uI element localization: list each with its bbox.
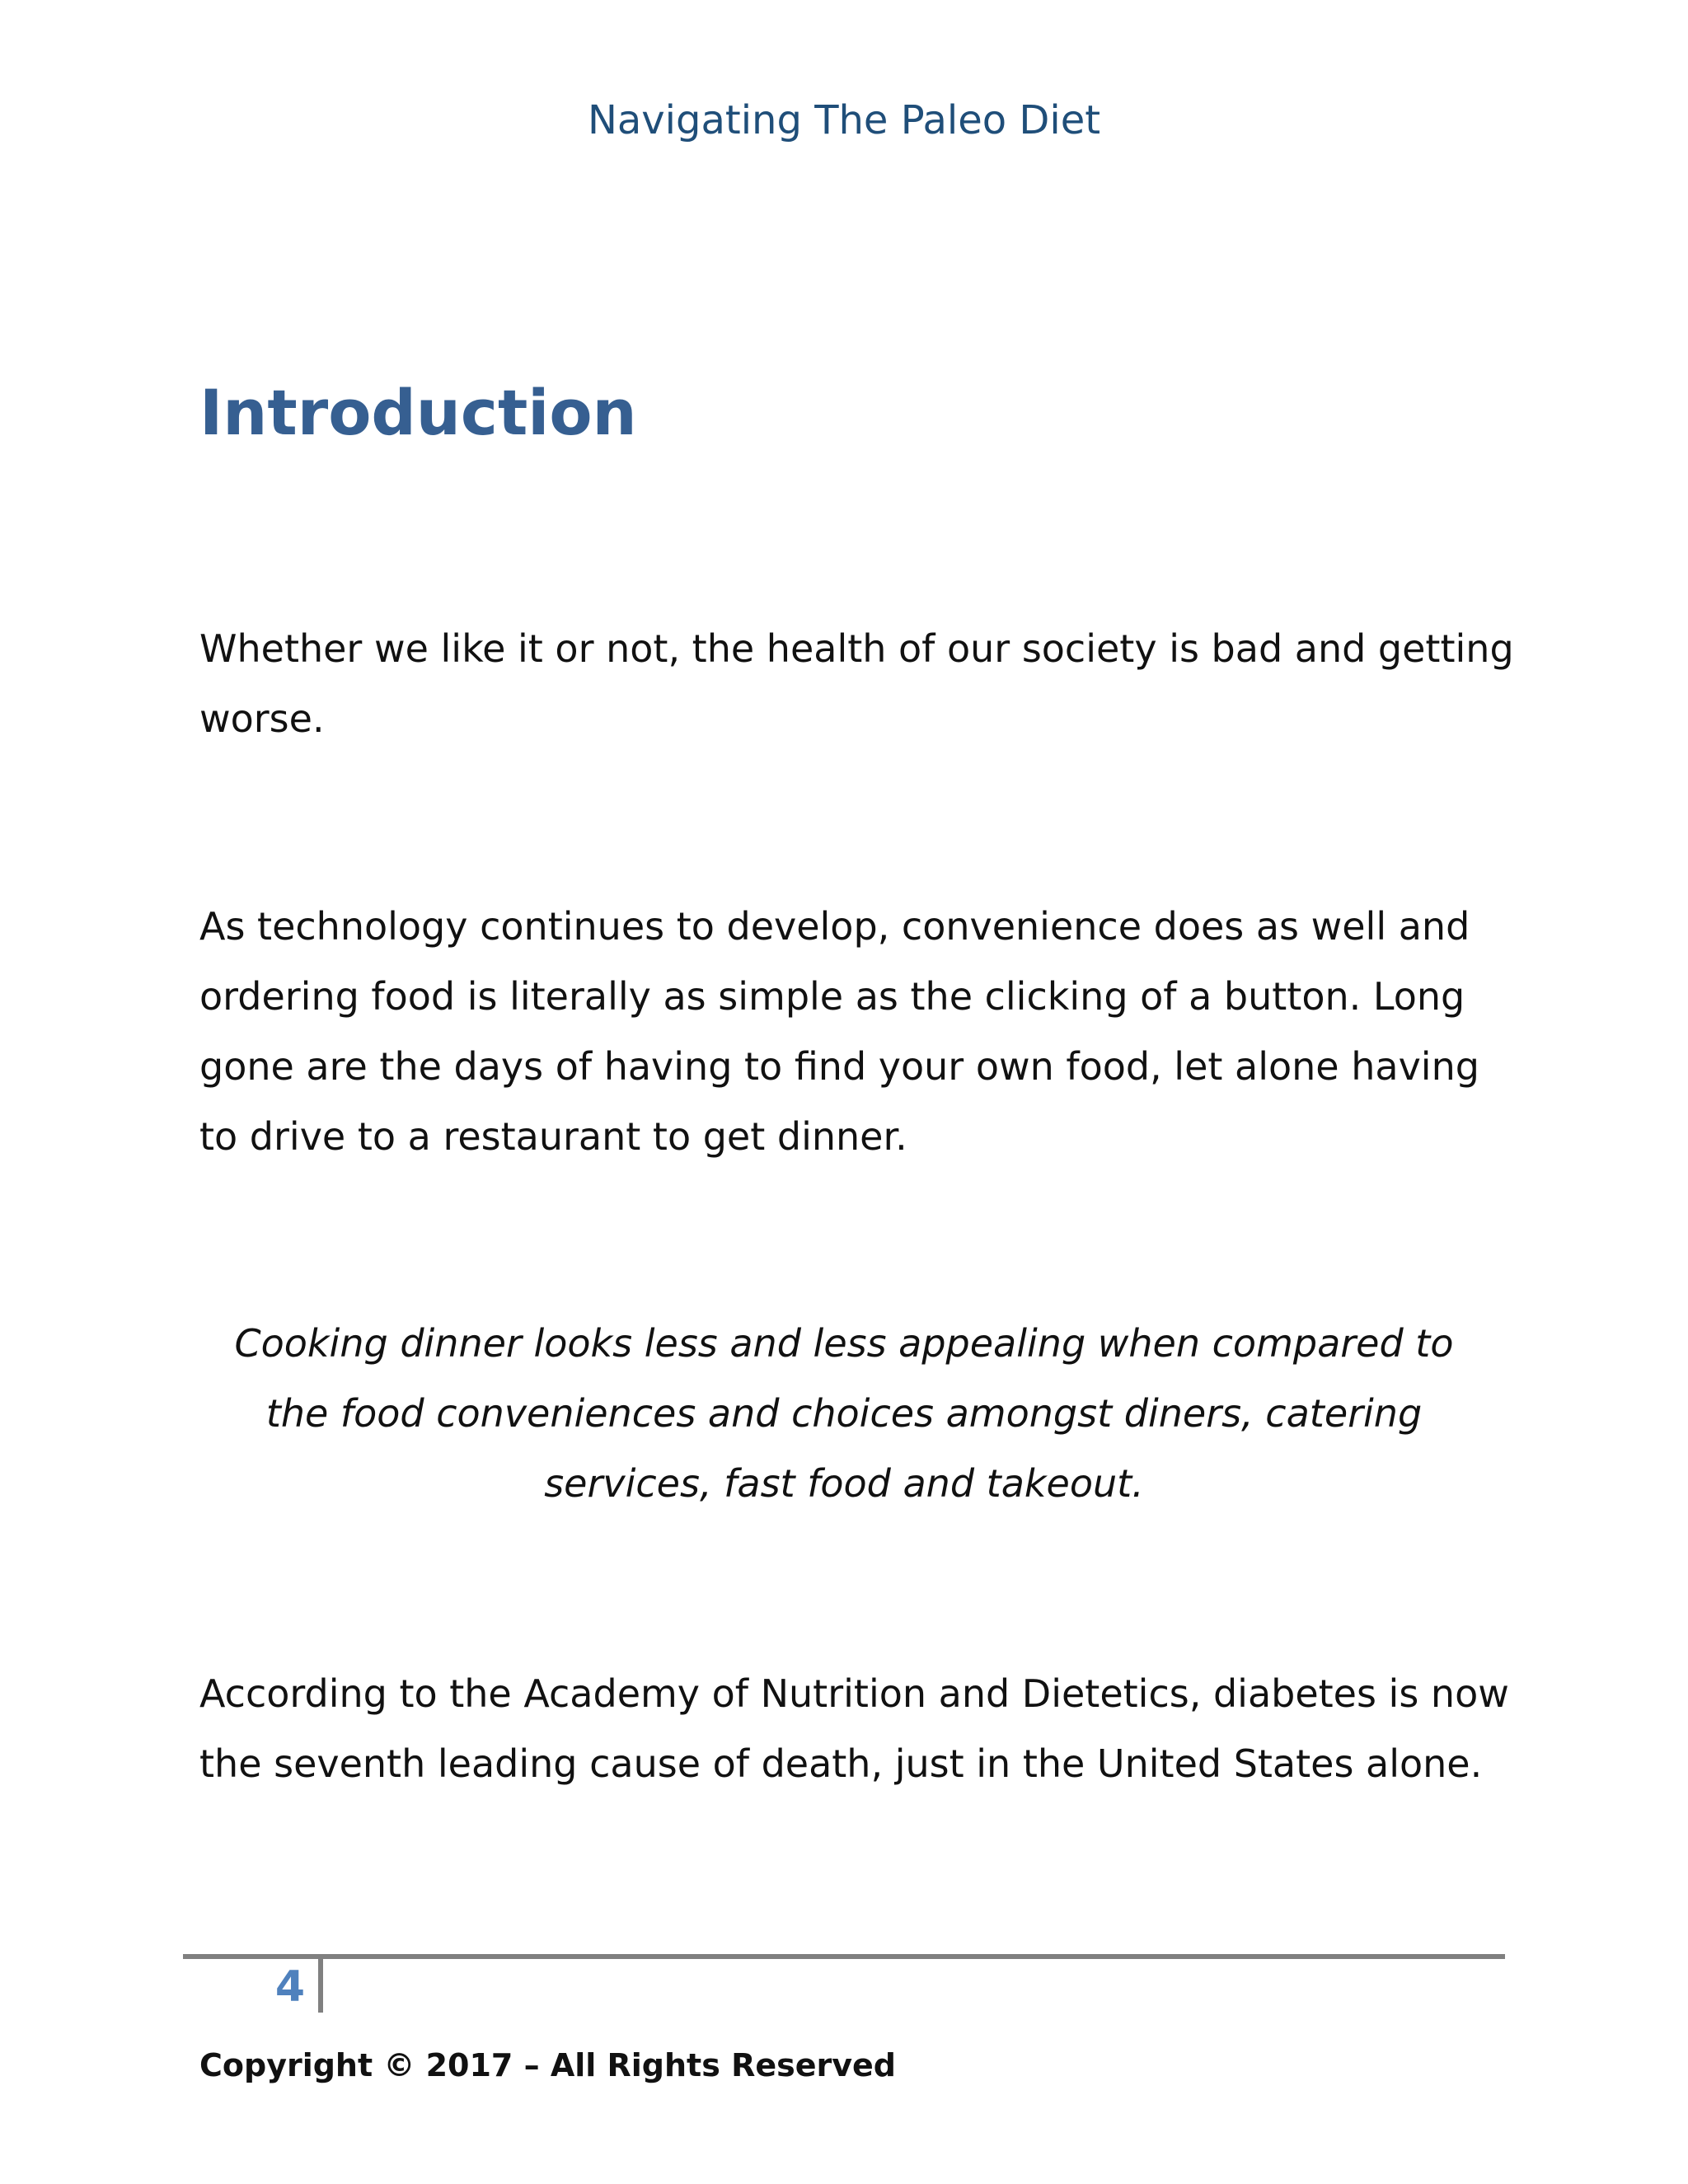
pull-quote: Cooking dinner looks less and less appealing when compared to the food conveniences and choices amongst diners, catering services, fast food and takeout. — [234, 1321, 1454, 1506]
page-number: 4 — [274, 1962, 306, 2012]
body-paragraph-3: According to the Academy of Nutrition and Dietetics, diabetes is now the seventh leading cause of death, just in the United States alone. — [199, 1671, 1509, 1786]
chapter-title: Introduction — [199, 376, 637, 449]
copyright-notice: Copyright © 2017 – All Rights Reserved — [199, 2047, 896, 2083]
body-paragraph-1: Whether we like it or not, the health of our society is bad and getting worse. — [199, 626, 1514, 741]
footer-rule — [183, 1954, 1505, 1959]
body-paragraph-2: As technology continues to develop, convenience does as well and ordering food is literally as simple as the clicking of a button. Long gone are the days of having to find your own food, let alone having to drive to a restaurant to get dinner. — [199, 904, 1479, 1159]
page-number-divider — [318, 1957, 323, 2013]
running-header: Navigating The Paleo Diet — [587, 97, 1101, 143]
